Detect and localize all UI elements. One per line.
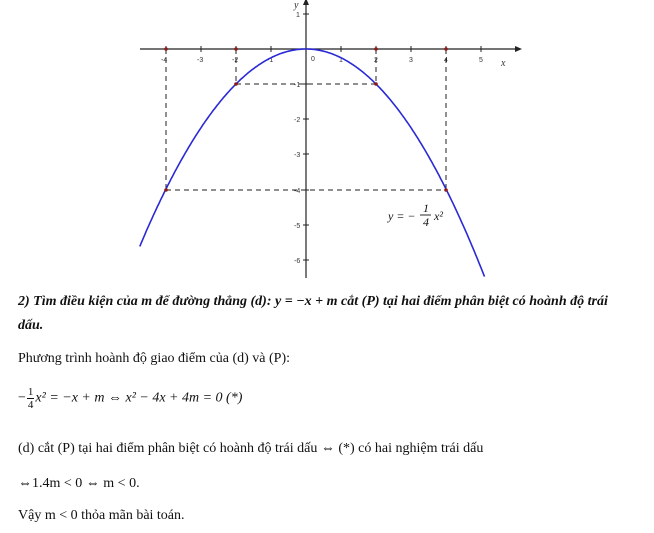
point-marker (234, 82, 238, 86)
x-tick-label: 2 (374, 57, 378, 64)
y-tick-label: -3 (294, 152, 301, 159)
equation-line (18, 386, 242, 411)
point-marker (374, 82, 378, 86)
eq-rest: x² = −x + m ⇔ x² − 4x + 4m = 0 (*) (35, 390, 243, 406)
parabola-curve (140, 49, 485, 277)
y-tick-label: 1 (296, 12, 300, 19)
equation-prefix: y = − (388, 209, 416, 223)
point-marker (444, 188, 448, 192)
y-tick-label: -5 (294, 223, 301, 230)
conclusion-text: Vậy m < 0 thỏa mãn bài toán. (18, 508, 185, 523)
x-axis-arrow (515, 46, 522, 52)
point-marker (164, 47, 168, 51)
condition-text: (d) cắt (P) tại hai điểm phân biệt có hoành độ trái dấu ⇔ (*) có hai nghiệm trái dấu (18, 441, 484, 456)
y-tick-label: -6 (294, 258, 301, 265)
x-tick-label: 5 (479, 57, 483, 64)
x-tick-label: 3 (409, 57, 413, 64)
x-tick-label: 1 (339, 57, 343, 64)
point-marker (444, 47, 448, 51)
equation-suffix: x² (434, 209, 443, 223)
x-tick-label: 4 (444, 57, 448, 64)
x-tick-label: -1 (267, 57, 274, 64)
eq-sign: − (18, 390, 26, 406)
result-text: ⇔1.4m < 0 ⇔ m < 0. (18, 476, 140, 491)
equation-denominator: 4 (423, 215, 429, 229)
intro-text: Phương trình hoành độ giao điểm của (d) và (P): (18, 351, 290, 366)
point-marker (164, 188, 168, 192)
origin-label: 0 (311, 56, 315, 63)
equation-numerator: 1 (423, 201, 429, 215)
x-axis-label: x (501, 58, 506, 69)
problem-heading: 2) Tìm điều kiện của m để đường thẳng (d): y = −x + m cắt (P) tại hai điểm phân biệt có hoành độ trái (18, 294, 608, 309)
y-axis-label: y (294, 0, 299, 11)
y-tick-label: -4 (294, 188, 301, 195)
y-axis-arrow (303, 0, 309, 5)
y-tick-label: -1 (294, 82, 301, 89)
x-tick-label: -3 (197, 57, 204, 64)
x-tick-label: -2 (232, 57, 239, 64)
x-tick-label: -4 (161, 57, 168, 64)
y-tick-label: -2 (294, 117, 301, 124)
problem-heading-cont: dấu. (18, 318, 44, 333)
fraction: $\frac{1}{4}$ (27, 386, 34, 411)
point-marker (374, 47, 378, 51)
point-marker (234, 47, 238, 51)
